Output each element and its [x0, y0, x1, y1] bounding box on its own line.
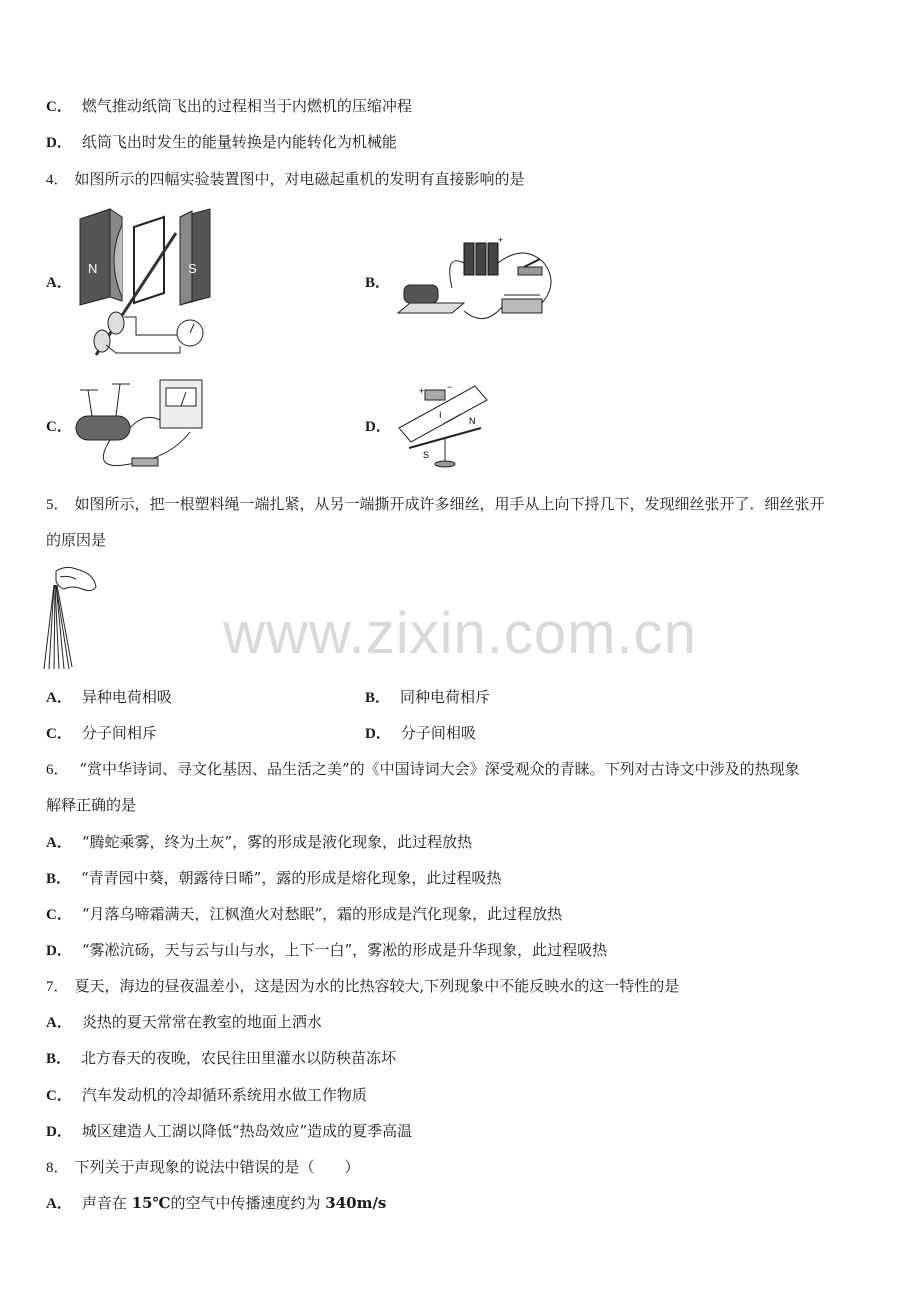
- q3-option-c: [46, 96, 412, 117]
- compass-s-label: S: [423, 450, 430, 460]
- q4-stem: [46, 169, 525, 190]
- option-text: 分子间相吸: [400, 724, 476, 742]
- option-letter: A．: [46, 275, 72, 291]
- option-letter: C．: [46, 99, 72, 115]
- option-letter: A．: [46, 690, 72, 706]
- q6-stem-line1: [46, 759, 800, 780]
- battery-plus: +: [498, 235, 504, 245]
- question-text: 如图所示的四幅实验装置图中，对电磁起重机的发明有直接影响的是: [74, 170, 525, 188]
- option-letter: D．: [46, 943, 72, 959]
- option-letter: D．: [365, 419, 391, 435]
- q5-stem-line1: [46, 494, 825, 515]
- option-text-mid: 的空气中传播速度约为: [170, 1194, 326, 1212]
- q7-option-c: [46, 1085, 367, 1106]
- temperature-value: 15℃: [131, 1194, 171, 1212]
- option-text: 城区建造人工湖以降低“热岛效应”造成的夏季高温: [81, 1122, 413, 1140]
- option-letter: B．: [46, 1051, 72, 1067]
- question-number: 4．: [46, 172, 69, 188]
- option-text: 纸筒飞出时发生的能量转换是内能转化为机械能: [81, 133, 397, 151]
- question-number: 5．: [46, 497, 69, 513]
- figure-q5-strands: [42, 563, 98, 671]
- compass-n-label: N: [469, 416, 476, 426]
- battery-plus-d: +: [419, 386, 425, 396]
- figure-c-induction: [70, 372, 210, 472]
- option-letter: D．: [365, 726, 391, 742]
- q8-option-a: [46, 1193, 386, 1214]
- magnet-s-label: S: [188, 261, 197, 276]
- option-text: 声音在: [81, 1194, 132, 1212]
- q5-option-a: [46, 687, 172, 708]
- question-text: 如图所示，把一根塑料绳一端扎紧，从另一端撕开成许多细丝，用手从上向下捋几下，发现细丝张开了．细丝张开: [74, 495, 825, 513]
- q6-stem-line2: 解释正确的是: [46, 796, 137, 814]
- figure-a-generator: [76, 205, 226, 360]
- question-text: 下列关于声现象的说法中错误的是（ ）: [74, 1158, 360, 1176]
- question-number: 6．: [46, 762, 69, 778]
- q6-option-a: [46, 832, 472, 853]
- question-text: “赏中华诗词、寻文化基因、品生活之美”的《中国诗词大会》深受观众的青睐。下列对古诗文中涉及的热现象: [74, 760, 800, 778]
- figure-d-oersted: [393, 380, 493, 470]
- option-text: 异种电荷相吸: [81, 688, 172, 706]
- option-letter: B．: [46, 871, 72, 887]
- q5-option-b: [365, 687, 490, 708]
- current-label: I: [439, 410, 442, 420]
- q7-stem: [46, 976, 679, 997]
- option-text: “雾凇沆砀，天与云与山与水，上下一白”，雾凇的形成是升华现象，此过程吸热: [81, 941, 608, 959]
- option-text: 燃气推动纸筒飞出的过程相当于内燃机的压缩冲程: [81, 97, 412, 115]
- option-letter: B．: [365, 690, 391, 706]
- q7-option-a: [46, 1012, 322, 1033]
- option-letter: C．: [46, 726, 72, 742]
- option-letter: B．: [365, 275, 391, 291]
- option-letter: C．: [46, 419, 72, 435]
- battery-minus-d: −: [447, 382, 453, 392]
- q7-option-b: [46, 1048, 396, 1069]
- q5-option-d: [365, 723, 476, 744]
- speed-value: 340m/s: [325, 1194, 387, 1212]
- option-letter: C．: [46, 1088, 72, 1104]
- question-number: 7．: [46, 979, 69, 995]
- option-text: 同种电荷相斥: [400, 688, 491, 706]
- option-letter: D．: [46, 1124, 72, 1140]
- q6-option-d: [46, 940, 607, 961]
- q6-option-b: [46, 868, 501, 889]
- option-text: “腾蛇乘雾，终为土灰”，雾的形成是液化现象，此过程放热: [81, 833, 473, 851]
- watermark: www.zixin.com.cn: [223, 601, 697, 666]
- option-letter: A．: [46, 1196, 72, 1212]
- option-text: 分子间相斥: [81, 724, 157, 742]
- q7-option-d: [46, 1121, 412, 1142]
- q3-option-d: [46, 132, 397, 153]
- option-text: “青青园中葵，朝露待日晞”，露的形成是熔化现象，此过程吸热: [81, 869, 502, 887]
- q6-option-c: [46, 904, 562, 925]
- option-text: 北方春天的夜晚，农民往田里灌水以防秧苗冻坏: [81, 1049, 397, 1067]
- option-letter: A．: [46, 1015, 72, 1031]
- option-text: 汽车发动机的冷却循环系统用水做工作物质: [81, 1086, 367, 1104]
- option-text: 炎热的夏天常常在教室的地面上洒水: [81, 1013, 322, 1031]
- magnet-n-label: N: [88, 261, 98, 276]
- q5-stem-line2: 的原因是: [46, 531, 107, 549]
- option-text: “月落乌啼霜满天，江枫渔火对愁眠”，霜的形成是汽化现象，此过程放热: [81, 905, 563, 923]
- question-number: 8．: [46, 1160, 69, 1176]
- option-letter: A．: [46, 835, 72, 851]
- q5-option-c: [46, 723, 157, 744]
- q8-stem: [46, 1157, 360, 1178]
- option-letter: C．: [46, 907, 72, 923]
- figure-b-circuit: [394, 233, 559, 328]
- option-letter: D．: [46, 135, 72, 151]
- question-text: 夏天，海边的昼夜温差小，这是因为水的比热容较大,下列现象中不能反映水的这一特性的是: [74, 977, 680, 995]
